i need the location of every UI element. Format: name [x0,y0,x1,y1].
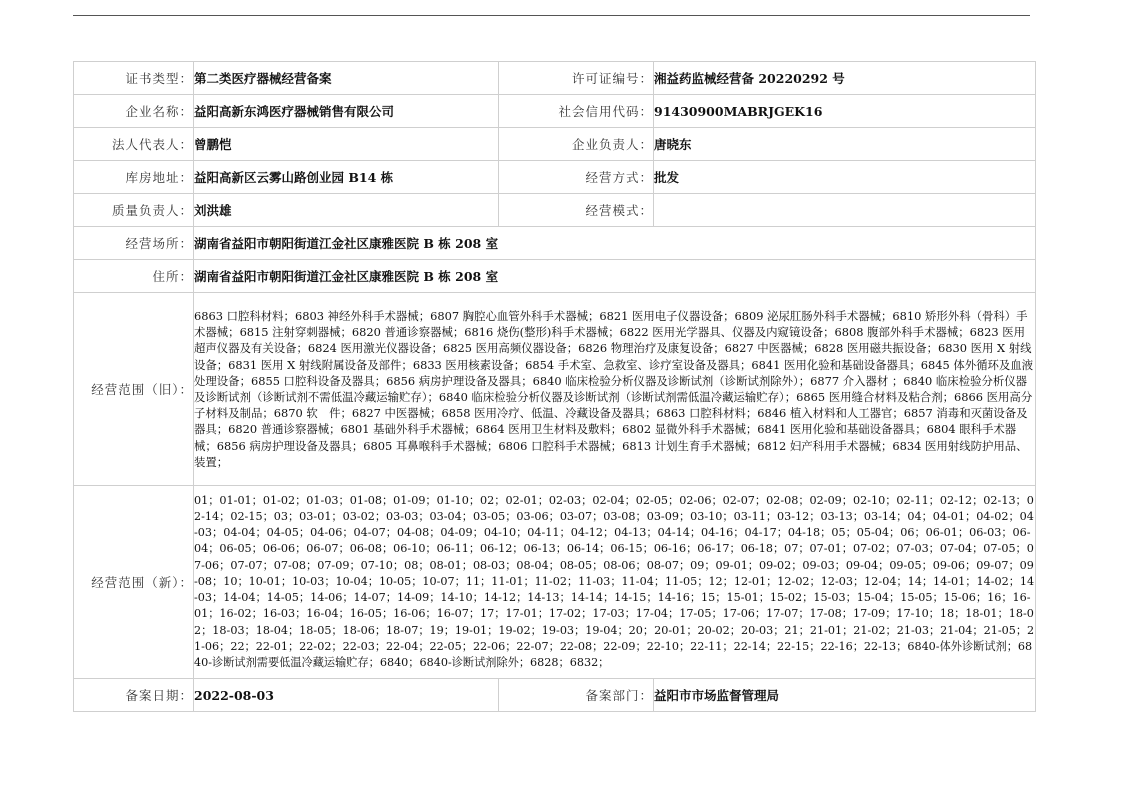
scope-old-label: 经营范围（旧）： [74,293,194,486]
top-rule [73,15,1030,16]
legal-rep-label: 法人代表人： [74,128,194,161]
scope-new-value: 01；01-01；01-02；01-03；01-08；01-09；01-10；02；02-01；02-03；02-04；02-05；02-06；02-07；02-08；02-09；02-10；02-11；02-12；02-13；02-14；02-15；03；03-01；03-02；03-03；03-04；03-05；03-06；03-07；03-08；03-09；03-10；03-11；03-12；03-13；03-14；04；04-01；04-02；04-03；04-04；04-05；04-06；04-07；04-08；04-09；04-10；04-11；04-12；04-13；04-14；04-16；04-17；04-18；05；05-04；06；06-01；06-03；06-04；06-05；06-06；06-07；06-08；06-10；06-11；06-12；06-13；06-14；06-15；06-16；06-17；06-18；07；07-01；07-02；07-03；07-04；07-05；07-06；07-07；07-08；07-09；07-10；08；08-01；08-03；08-04；08-05；08-06；08-07；09；09-01；09-02；09-03；09-04；09-05；09-06；09-07；09-08；10；10-01；10-03；10-04；10-05；10-07；11；11-01；11-02；11-03；11-04；11-05；12；12-01；12-02；12-03；12-04；14；14-01；14-02；14-03；14-04；14-05；14-06；14-07；14-09；14-10；14-12；14-13；14-14；14-15；14-16；15；15-01；15-02；15-03；15-04；15-05；15-06；16；16-01；16-02；16-03；16-04；16-05；16-06；16-07；17；17-01；17-02；17-03；17-04；17-05；17-06；17-07；17-08；17-09；17-10；18；18-01；18-02；18-03；18-04；18-05；18-06；18-07；19；19-01；19-02；19-03；19-04；20；20-01；20-02；20-03；21；21-01；21-02；21-03；21-04；21-05；21-06；22；22-01；22-02；22-03；22-04；22-05；22-06；22-07；22-08；22-09；22-10；22-11；22-14；22-15；22-16；22-13；6840-体外诊断试剂；6840-诊断试剂需要低温冷藏运输贮存；6840；6840-诊断试剂除外；6828；6832； [194,486,1036,679]
quality-head-value: 刘洪雄 [194,194,499,227]
row-company [74,95,1036,128]
filing-date-label: 备案日期： [74,679,194,712]
company-name-label: 企业名称： [74,95,194,128]
company-head-label: 企业负责人： [499,128,654,161]
filing-dept-label: 备案部门： [499,679,654,712]
legal-rep-value: 曾鹏恺 [194,128,499,161]
scope-old-value: 6863 口腔科材料；6803 神经外科手术器械；6807 胸腔心血管外科手术器械；6821 医用电子仪器设备；6809 泌尿肛肠外科手术器械；6810 矫形外科（骨科）手术器械；6815 注射穿刺器械；6820 普通诊察器械；6816 烧伤(整形)科手术器械；6822 医用光学器具、仪器及内窥镜设备；6808 腹部外科手术器械；6823 医用超声仪器及有关设备；6824 医用激光仪器设备；6825 医用高频仪器设备；6826 物理治疗及康复设备；6827 中医器械；6828 医用磁共振设备；6830 医用 X 射线设备；6831 医用 X 射线附属设备及部件；6833 医用核素设备；6854 手术室、急救室、诊疗室设备及器具；6841 医用化验和基础设备器具；6845 体外循环及血液处理设备；6855 口腔科设备及器具；6856 病房护理设备及器具；6840 临床检验分析仪器及诊断试剂（诊断试剂除外）；6877 介入器材 ；6840 临床检验分析仪器及诊断试剂（诊断试剂不需低温冷藏运输贮存）；6840 临床检验分析仪器及诊断试剂（诊断试剂需低温冷藏运输贮存）；6865 医用缝合材料及粘合剂；6866 医用高分子材料及制品；6870 软 件；6827 中医器械；6858 医用冷疗、低温、冷藏设备及器具；6863 口腔科材料；6846 植入材料和人工器官；6857 消毒和灭菌设备及器具；6820 普通诊察器械；6801 基础外科手术器械；6864 医用卫生材料及敷料；6802 显微外科手术器械；6841 医用化验和基础设备器具；6804 眼科手术器械；6856 病房护理设备及器具；6805 耳鼻喉科手术器械；6806 口腔科手术器械；6813 计划生育手术器械；6812 妇产科用手术器械；6834 医用射线防护用品、装置； [194,293,1036,486]
row-premises [74,227,1036,260]
row-legal-rep [74,128,1036,161]
warehouse-value: 益阳高新区云雾山路创业园 B14 栋 [194,161,499,194]
business-mode-label: 经营方式： [499,161,654,194]
filing-certificate-table [73,61,1036,712]
license-no-label: 许可证编号： [499,62,654,95]
row-scope-old [74,293,1036,486]
premises-value: 湖南省益阳市朝阳街道江金社区康雅医院 B 栋 208 室 [194,227,1036,260]
residence-label: 住所： [74,260,194,293]
scope-new-label: 经营范围（新）： [74,486,194,679]
row-scope-new [74,486,1036,679]
row-residence [74,260,1036,293]
cert-type-value: 第二类医疗器械经营备案 [194,62,499,95]
filing-dept-value: 益阳市市场监督管理局 [654,679,1036,712]
warehouse-label: 库房地址： [74,161,194,194]
credit-code-value: 91430900MABRJGEK16 [654,95,1036,128]
cert-type-label: 证书类型： [74,62,194,95]
filing-date-value: 2022-08-03 [194,679,499,712]
quality-head-label: 质量负责人： [74,194,194,227]
row-filing [74,679,1036,712]
row-warehouse [74,161,1036,194]
license-no-value: 湘益药监械经营备 20220292 号 [654,62,1036,95]
credit-code-label: 社会信用代码： [499,95,654,128]
business-mode-value: 批发 [654,161,1036,194]
row-quality-head [74,194,1036,227]
premises-label: 经营场所： [74,227,194,260]
residence-value: 湖南省益阳市朝阳街道江金社区康雅医院 B 栋 208 室 [194,260,1036,293]
company-head-value: 唐晓东 [654,128,1036,161]
company-name-value: 益阳高新东鸿医疗器械销售有限公司 [194,95,499,128]
business-model-value [654,194,1036,227]
business-model-label: 经营模式： [499,194,654,227]
row-cert-type [74,62,1036,95]
